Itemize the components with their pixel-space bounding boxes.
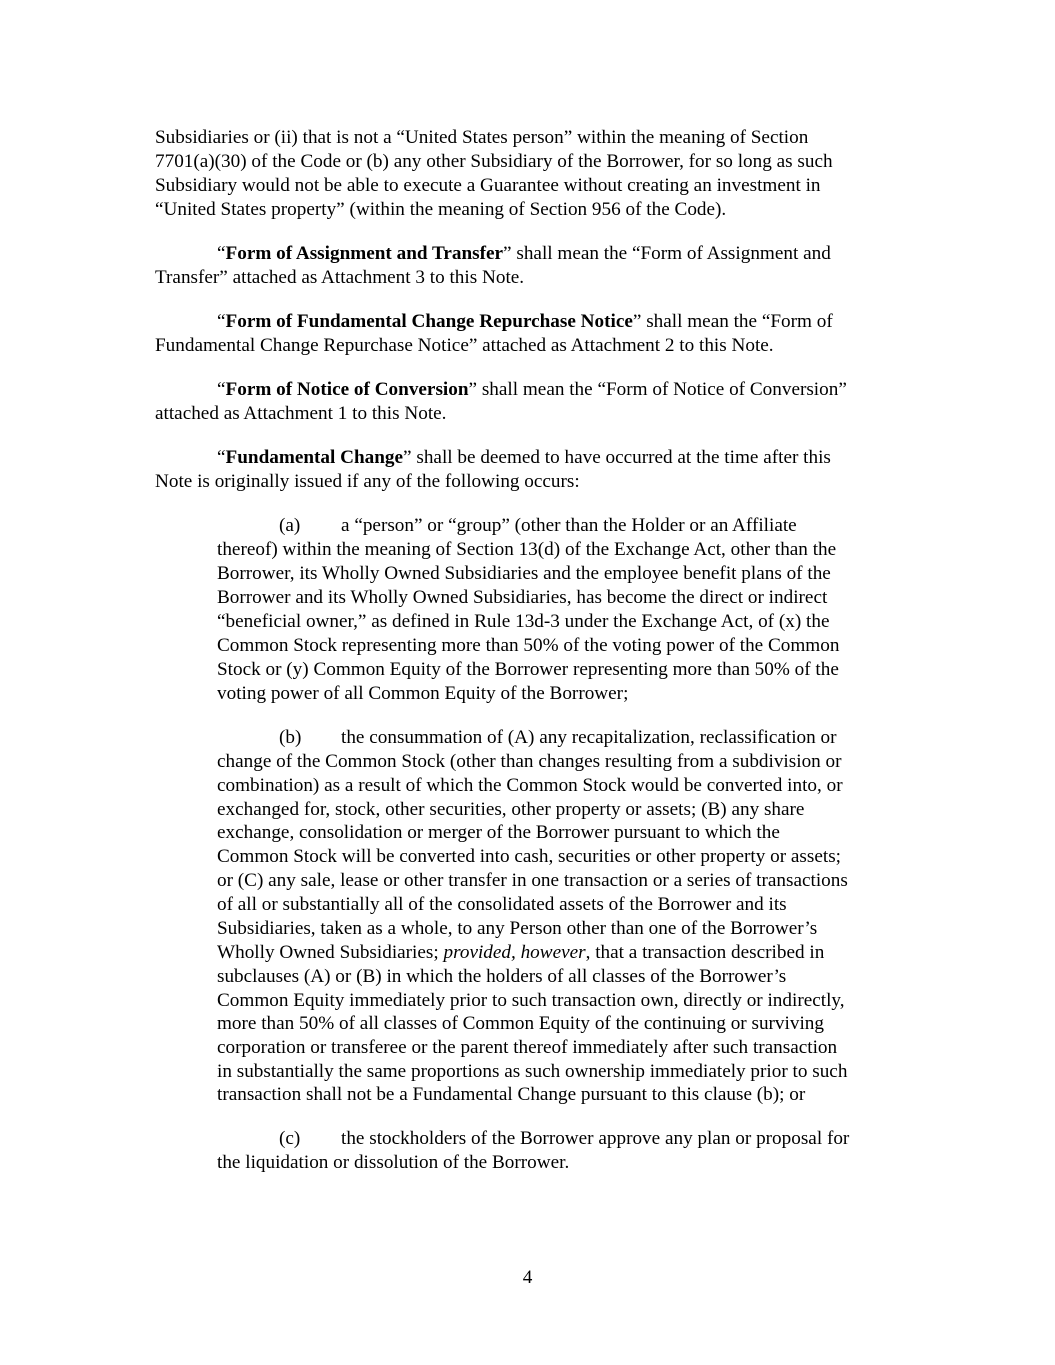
clause-label: (b) — [279, 727, 302, 748]
defined-term: Form of Assignment and Transfer — [225, 243, 504, 264]
text-fragment: shall mean the “Form of — [641, 311, 833, 332]
text-line: a “person” or “group” (other than the Holder or an Affiliate — [341, 515, 797, 536]
text-line: Fundamental Change Repurchase Notice” attached as Attachment 2 to this Note. — [155, 335, 774, 356]
text-line: of all or substantially all of the consolidated assets of the Borrower and its — [217, 894, 787, 915]
text-line: Note is originally issued if any of the following occurs: — [155, 471, 580, 492]
text-line: or (C) any sale, lease or other transfer in one transaction or a series of transactions — [217, 870, 848, 891]
text-line: Common Stock will be converted into cash, securities or other property or assets; — [217, 846, 841, 867]
text-line: Common Stock representing more than 50% of the voting power of the Common — [217, 635, 840, 656]
text-fragment: shall mean the “Form of Assignment and — [511, 243, 831, 264]
text-line: Stock or (y) Common Equity of the Borrower representing more than 50% of the — [217, 659, 839, 680]
text-line: the stockholders of the Borrower approve any plan or proposal for — [341, 1128, 850, 1149]
clause-label: (c) — [279, 1128, 301, 1149]
text-line — [217, 941, 824, 965]
text-line: change of the Common Stock (other than changes resulting from a subdivision or — [217, 751, 842, 772]
text-line: the consummation of (A) any recapitalization, reclassification or — [341, 727, 837, 748]
text-line: Transfer” attached as Attachment 3 to this Note. — [155, 267, 525, 288]
text-fragment: shall mean the “Form of Notice of Conversion” — [477, 379, 847, 400]
text-fragment: shall be deemed to have occurred at the time after this — [411, 447, 831, 468]
text-line: in substantially the same proportions as such ownership immediately prior to such — [217, 1061, 848, 1082]
text-line: the liquidation or dissolution of the Borrower. — [217, 1152, 570, 1173]
text-line: Subsidiary would not be able to execute a Guarantee without creating an investment in — [155, 175, 821, 196]
defined-term: Form of Fundamental Change Repurchase Notice — [225, 311, 633, 332]
text-line: transaction shall not be a Fundamental Change pursuant to this clause (b); or — [217, 1084, 806, 1105]
text-line: “Form of Notice of Conversion” shall mean the “Form of Notice of Conversion” — [217, 379, 847, 400]
text-line: Borrower and its Wholly Owned Subsidiaries, has become the direct or indirect — [217, 587, 828, 608]
page-number: 4 — [522, 1267, 533, 1288]
text-line: Common Equity immediately prior to such transaction own, directly or indirectly, — [217, 990, 845, 1011]
text-line: “Form of Fundamental Change Repurchase Notice” shall mean the “Form of — [217, 311, 833, 332]
text-line: Borrower, its Wholly Owned Subsidiaries and the employee benefit plans of the — [217, 563, 831, 584]
text-line: more than 50% of all classes of Common Equity of the continuing or surviving — [217, 1013, 824, 1034]
text-fragment: Wholly Owned Subsidiaries; — [217, 942, 444, 963]
text-line: exchange, consolidation or merger of the Borrower pursuant to which the — [217, 822, 780, 843]
text-line: Subsidiaries, taken as a whole, to any Person other than one of the Borrower’s — [217, 918, 818, 939]
text-line: “Form of Assignment and Transfer” shall mean the “Form of Assignment and — [217, 243, 831, 264]
text-line: “United States property” (within the meaning of Section 956 of the Code). — [155, 199, 727, 220]
text-line: combination) as a result of which the Common Stock would be converted into, or — [217, 775, 843, 796]
clause-label: (a) — [279, 515, 301, 536]
text-line: “Fundamental Change” shall be deemed to have occurred at the time after this — [217, 447, 831, 468]
text-line: “beneficial owner,” as defined in Rule 13d-3 under the Exchange Act, of (x) the — [217, 611, 830, 632]
text-line: subclauses (A) or (B) in which the holders of all classes of the Borrower’s — [217, 966, 787, 987]
text-line: voting power of all Common Equity of the Borrower; — [217, 683, 629, 704]
italic-phrase: provided, however — [443, 942, 586, 963]
text-line: 7701(a)(30) of the Code or (b) any other Subsidiary of the Borrower, for so long as such — [155, 151, 833, 172]
defined-term: Form of Notice of Conversion — [225, 379, 469, 400]
text-line: exchanged for, stock, other securities, other property or assets; (B) any share — [217, 799, 805, 820]
text-line: attached as Attachment 1 to this Note. — [155, 403, 447, 424]
text-fragment: , that a transaction described in — [585, 942, 825, 963]
text-line: thereof) within the meaning of Section 13(d) of the Exchange Act, other than the — [217, 539, 837, 560]
text-line: corporation or transferee or the parent thereof immediately after such transaction — [217, 1037, 838, 1058]
text-line: Subsidiaries or (ii) that is not a “United States person” within the meaning of Section — [155, 127, 809, 148]
defined-term: Fundamental Change — [225, 447, 404, 468]
